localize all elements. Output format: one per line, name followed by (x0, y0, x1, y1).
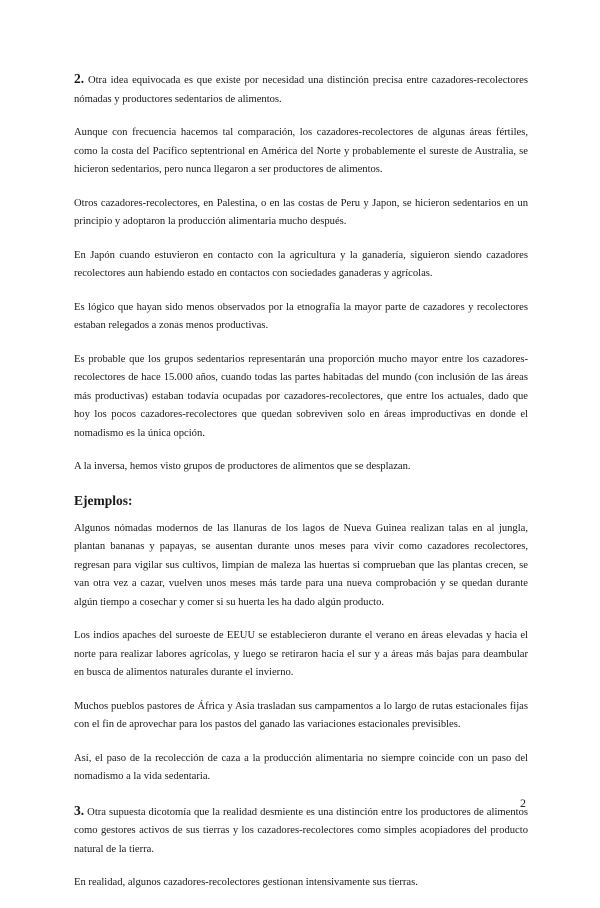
section-number-3: 3. (74, 802, 85, 818)
example-paragraph-3: Muchos pueblos pastores de África y Asia trasladan sus campamentos a lo largo de rutas estacionales fijas con el fin de aprovechar para los pastos del ganado las variaciones estacionales previsibles. (74, 700, 528, 730)
section-2-paragraph-1: Otra idea equivocada es que existe por necesidad una distinción precisa entre cazadores-recolectores nómadas y productores sedentarios de alimentos. (74, 75, 528, 105)
page-number: 2 (520, 796, 526, 810)
section-3-intro (74, 802, 528, 860)
section-2-paragraph-5: Es lógico que hayan sido menos observados por la etnografía la mayor parte de cazadores y recolectores estaban relegados a zonas menos productivas. (74, 301, 528, 331)
example-paragraph-2: Los indios apaches del suroeste de EEUU se establecieron durante el verano en áreas elevadas y hacia el norte para realizar labores agrícolas, y luego se retiraron hacia el sur y a áreas más bajas para deambular en busca de alimentos naturales durante el invierno. (74, 630, 528, 678)
example-paragraph-1: Algunos nómadas modernos de las llanuras de los lagos de Nueva Guinea realizan talas en al jungla, plantan bananas y papayas, se ausentan durante unos meses para vivir como cazadores recolectores, regresan para vigilar sus cultivos, limpian de maleza las huertas si comprueban que las plantas crecen, se van otra vez a cazar, vuelven unos meses más tarde para una nueva comprobación y se quedan durante algún tiempo a cosechar y comer si su huerta les ha dado algún producto. (74, 522, 528, 608)
examples-heading: Ejemplos: (74, 492, 133, 508)
section-number-2: 2. (74, 71, 85, 86)
section-3-paragraph-1: Otra supuesta dicotomía que la realidad desmiente es una distinción entre los productores de alimentos como gestores activos de sus tierras y los cazadores-recolectores como simples acopiadores del producto natural de la tierra. (74, 806, 528, 855)
section-2-paragraph-4: En Japón cuando estuvieron en contacto con la agricultura y la ganadería, siguieron siendo cazadores recolectores aun habiendo estado en contactos con sociedades ganaderas y agrícolas. (74, 249, 528, 279)
example-paragraph-4: Así, el paso de la recolección de caza a la producción alimentaria no siempre coincide con un paso del nomadismo a la vida sedentaria. (74, 752, 528, 782)
section-3-paragraph-2: En realidad, algunos cazadores-recolectores gestionan intensivamente sus tierras. (74, 877, 418, 888)
section-2-paragraph-2: Aunque con frecuencia hacemos tal comparación, los cazadores-recolectores de algunas áreas fértiles, como la costa del Pacífico septentrional en América del Norte y probablemente el sureste de Australia, se hicieron sedentarios, pero nunca llegaron a ser productores de alimentos. (74, 127, 528, 175)
section-2-paragraph-7: A la inversa, hemos visto grupos de productores de alimentos que se desplazan. (74, 461, 411, 472)
section-2-paragraph-3: Otros cazadores-recolectores, en Palestina, o en las costas de Peru y Japon, se hicieron sedentarios en un principio y adoptaron la producción alimentaria mucho después. (74, 197, 528, 227)
section-2-intro (74, 70, 528, 109)
section-2-paragraph-6: Es probable que los grupos sedentarios representarán una proporción mucho mayor entre los cazadores-recolectores de hace 15.000 años, cuando todas las partes habitadas del mundo (con inclusión de las áreas más productivas) estaban todavía ocupadas por cazadores-recolectores, que entre los actuales, dado que hoy los pocos cazadores-recolectores que quedan sobreviven solo en áreas improductivas en donde el nomadismo es la única opción. (74, 353, 528, 439)
document-body (74, 70, 528, 908)
